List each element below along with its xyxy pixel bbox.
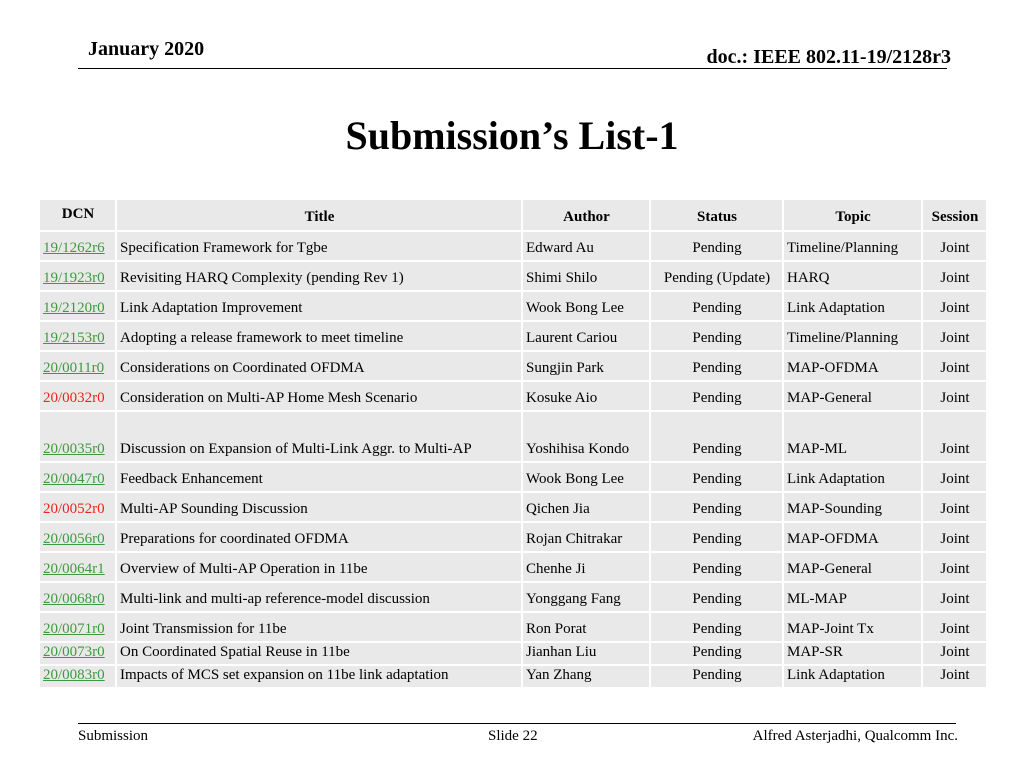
cell-title: Joint Transmission for 11be (117, 613, 523, 641)
cell-status: Pending (651, 412, 784, 461)
cell-topic: MAP-General (784, 553, 923, 581)
cell-author: Edward Au (523, 232, 651, 260)
cell-author: Yonggang Fang (523, 583, 651, 611)
cell-author: Wook Bong Lee (523, 292, 651, 320)
cell-session: Joint (923, 412, 986, 461)
cell-topic: MAP-Sounding (784, 493, 923, 521)
cell-dcn (40, 322, 117, 350)
footer-divider (78, 723, 956, 724)
cell-status: Pending (651, 583, 784, 611)
cell-author: Chenhe Ji (523, 553, 651, 581)
dcn-link[interactable]: 20/0071r0 (43, 621, 105, 637)
cell-session: Joint (923, 583, 986, 611)
cell-status: Pending (651, 292, 784, 320)
cell-session: Joint (923, 292, 986, 320)
cell-status: Pending (Update) (651, 262, 784, 290)
dcn-link[interactable]: 20/0068r0 (43, 591, 105, 607)
cell-session: Joint (923, 322, 986, 350)
footer-left: Submission (78, 728, 149, 744)
table-row (40, 664, 986, 687)
cell-title: Impacts of MCS set expansion on 11be link adaptation (117, 666, 523, 687)
cell-topic: Link Adaptation (784, 292, 923, 320)
cell-session: Joint (923, 232, 986, 260)
cell-status: Pending (651, 613, 784, 641)
cell-session: Joint (923, 352, 986, 380)
cell-dcn (40, 352, 117, 380)
cell-session: Joint (923, 553, 986, 581)
cell-title: Adopting a release framework to meet timeline (117, 322, 523, 350)
cell-topic: MAP-ML (784, 412, 923, 461)
table-row (40, 230, 986, 260)
table-row (40, 260, 986, 290)
cell-title: Consideration on Multi-AP Home Mesh Scenario (117, 382, 523, 410)
slide-title: Submission’s List-1 (345, 113, 679, 158)
column-header-session: Session (923, 200, 986, 230)
cell-dcn (40, 262, 117, 290)
dcn-link[interactable]: 19/2153r0 (43, 330, 105, 346)
cell-author: Yoshihisa Kondo (523, 412, 651, 461)
cell-author: Shimi Shilo (523, 262, 651, 290)
cell-dcn (40, 523, 117, 551)
cell-title: Preparations for coordinated OFDMA (117, 523, 523, 551)
cell-author: Laurent Cariou (523, 322, 651, 350)
cell-topic: MAP-OFDMA (784, 352, 923, 380)
cell-dcn (40, 666, 117, 687)
cell-title: Feedback Enhancement (117, 463, 523, 491)
dcn-link[interactable]: 20/0032r0 (43, 390, 105, 406)
column-header-topic: Topic (784, 200, 923, 230)
cell-status: Pending (651, 643, 784, 664)
dcn-link[interactable]: 20/0052r0 (43, 501, 105, 517)
dcn-link[interactable]: 19/1262r6 (43, 240, 105, 256)
cell-status: Pending (651, 666, 784, 687)
table-row (40, 290, 986, 320)
cell-status: Pending (651, 463, 784, 491)
cell-author: Kosuke Aio (523, 382, 651, 410)
cell-dcn (40, 643, 117, 664)
cell-session: Joint (923, 262, 986, 290)
table-row (40, 320, 986, 350)
table-row (40, 521, 986, 551)
dcn-link[interactable]: 20/0073r0 (43, 644, 105, 660)
column-header-title: Title (117, 200, 523, 230)
cell-topic: MAP-Joint Tx (784, 613, 923, 641)
cell-status: Pending (651, 493, 784, 521)
dcn-link[interactable]: 20/0064r1 (43, 561, 105, 577)
cell-session: Joint (923, 523, 986, 551)
cell-topic: HARQ (784, 262, 923, 290)
dcn-link[interactable]: 19/2120r0 (43, 300, 105, 316)
cell-title: Multi-link and multi-ap reference-model discussion (117, 583, 523, 611)
cell-author: Wook Bong Lee (523, 463, 651, 491)
header-date: January 2020 (88, 38, 205, 60)
cell-topic: MAP-General (784, 382, 923, 410)
cell-dcn (40, 232, 117, 260)
cell-session: Joint (923, 666, 986, 687)
header-doc-id: doc.: IEEE 802.11-19/2128r3 (706, 46, 951, 68)
cell-status: Pending (651, 352, 784, 380)
table-row (40, 350, 986, 380)
column-header-status: Status (651, 200, 784, 230)
cell-topic: MAP-OFDMA (784, 523, 923, 551)
footer-author: Alfred Asterjadhi, Qualcomm Inc. (752, 728, 958, 744)
table-row (40, 581, 986, 611)
cell-session: Joint (923, 643, 986, 664)
submissions-table (40, 200, 986, 687)
cell-status: Pending (651, 232, 784, 260)
table-row (40, 380, 986, 410)
cell-dcn (40, 382, 117, 410)
cell-topic: Timeline/Planning (784, 322, 923, 350)
dcn-link[interactable]: 20/0047r0 (43, 471, 105, 487)
cell-dcn (40, 583, 117, 611)
cell-topic: MAP-SR (784, 643, 923, 664)
table-header-row (40, 200, 986, 230)
cell-status: Pending (651, 553, 784, 581)
cell-status: Pending (651, 382, 784, 410)
dcn-link[interactable]: 20/0056r0 (43, 531, 105, 547)
footer-slide-number: Slide 22 (488, 728, 538, 744)
table-body (40, 230, 986, 687)
cell-author: Sungjin Park (523, 352, 651, 380)
cell-title: Discussion on Expansion of Multi-Link Aggr. to Multi-AP (117, 412, 523, 461)
cell-title: Link Adaptation Improvement (117, 292, 523, 320)
cell-author: Yan Zhang (523, 666, 651, 687)
cell-topic: Link Adaptation (784, 666, 923, 687)
table-row (40, 551, 986, 581)
cell-session: Joint (923, 493, 986, 521)
table-row (40, 410, 986, 461)
cell-title: Considerations on Coordinated OFDMA (117, 352, 523, 380)
dcn-link[interactable]: 20/0011r0 (43, 360, 105, 376)
cell-dcn (40, 493, 117, 521)
column-header-dcn: DCN (40, 200, 117, 230)
cell-dcn (40, 613, 117, 641)
table-row (40, 641, 986, 664)
cell-author: Ron Porat (523, 613, 651, 641)
cell-status: Pending (651, 322, 784, 350)
cell-title: On Coordinated Spatial Reuse in 11be (117, 643, 523, 664)
cell-session: Joint (923, 463, 986, 491)
cell-author: Jianhan Liu (523, 643, 651, 664)
dcn-link[interactable]: 20/0035r0 (43, 441, 105, 457)
cell-dcn (40, 412, 117, 461)
dcn-link[interactable]: 19/1923r0 (43, 270, 105, 286)
dcn-link[interactable]: 20/0083r0 (43, 667, 105, 683)
column-header-author: Author (523, 200, 651, 230)
cell-topic: Timeline/Planning (784, 232, 923, 260)
cell-session: Joint (923, 613, 986, 641)
cell-title: Multi-AP Sounding Discussion (117, 493, 523, 521)
cell-dcn (40, 553, 117, 581)
table-row (40, 611, 986, 641)
cell-status: Pending (651, 523, 784, 551)
cell-author: Rojan Chitrakar (523, 523, 651, 551)
table-row (40, 461, 986, 491)
cell-session: Joint (923, 382, 986, 410)
cell-title: Revisiting HARQ Complexity (pending Rev 1) (117, 262, 523, 290)
cell-author: Qichen Jia (523, 493, 651, 521)
cell-topic: ML-MAP (784, 583, 923, 611)
cell-topic: Link Adaptation (784, 463, 923, 491)
cell-dcn (40, 292, 117, 320)
cell-title: Specification Framework for Tgbe (117, 232, 523, 260)
table-row (40, 491, 986, 521)
cell-title: Overview of Multi-AP Operation in 11be (117, 553, 523, 581)
cell-dcn (40, 463, 117, 491)
header-divider (78, 68, 947, 69)
